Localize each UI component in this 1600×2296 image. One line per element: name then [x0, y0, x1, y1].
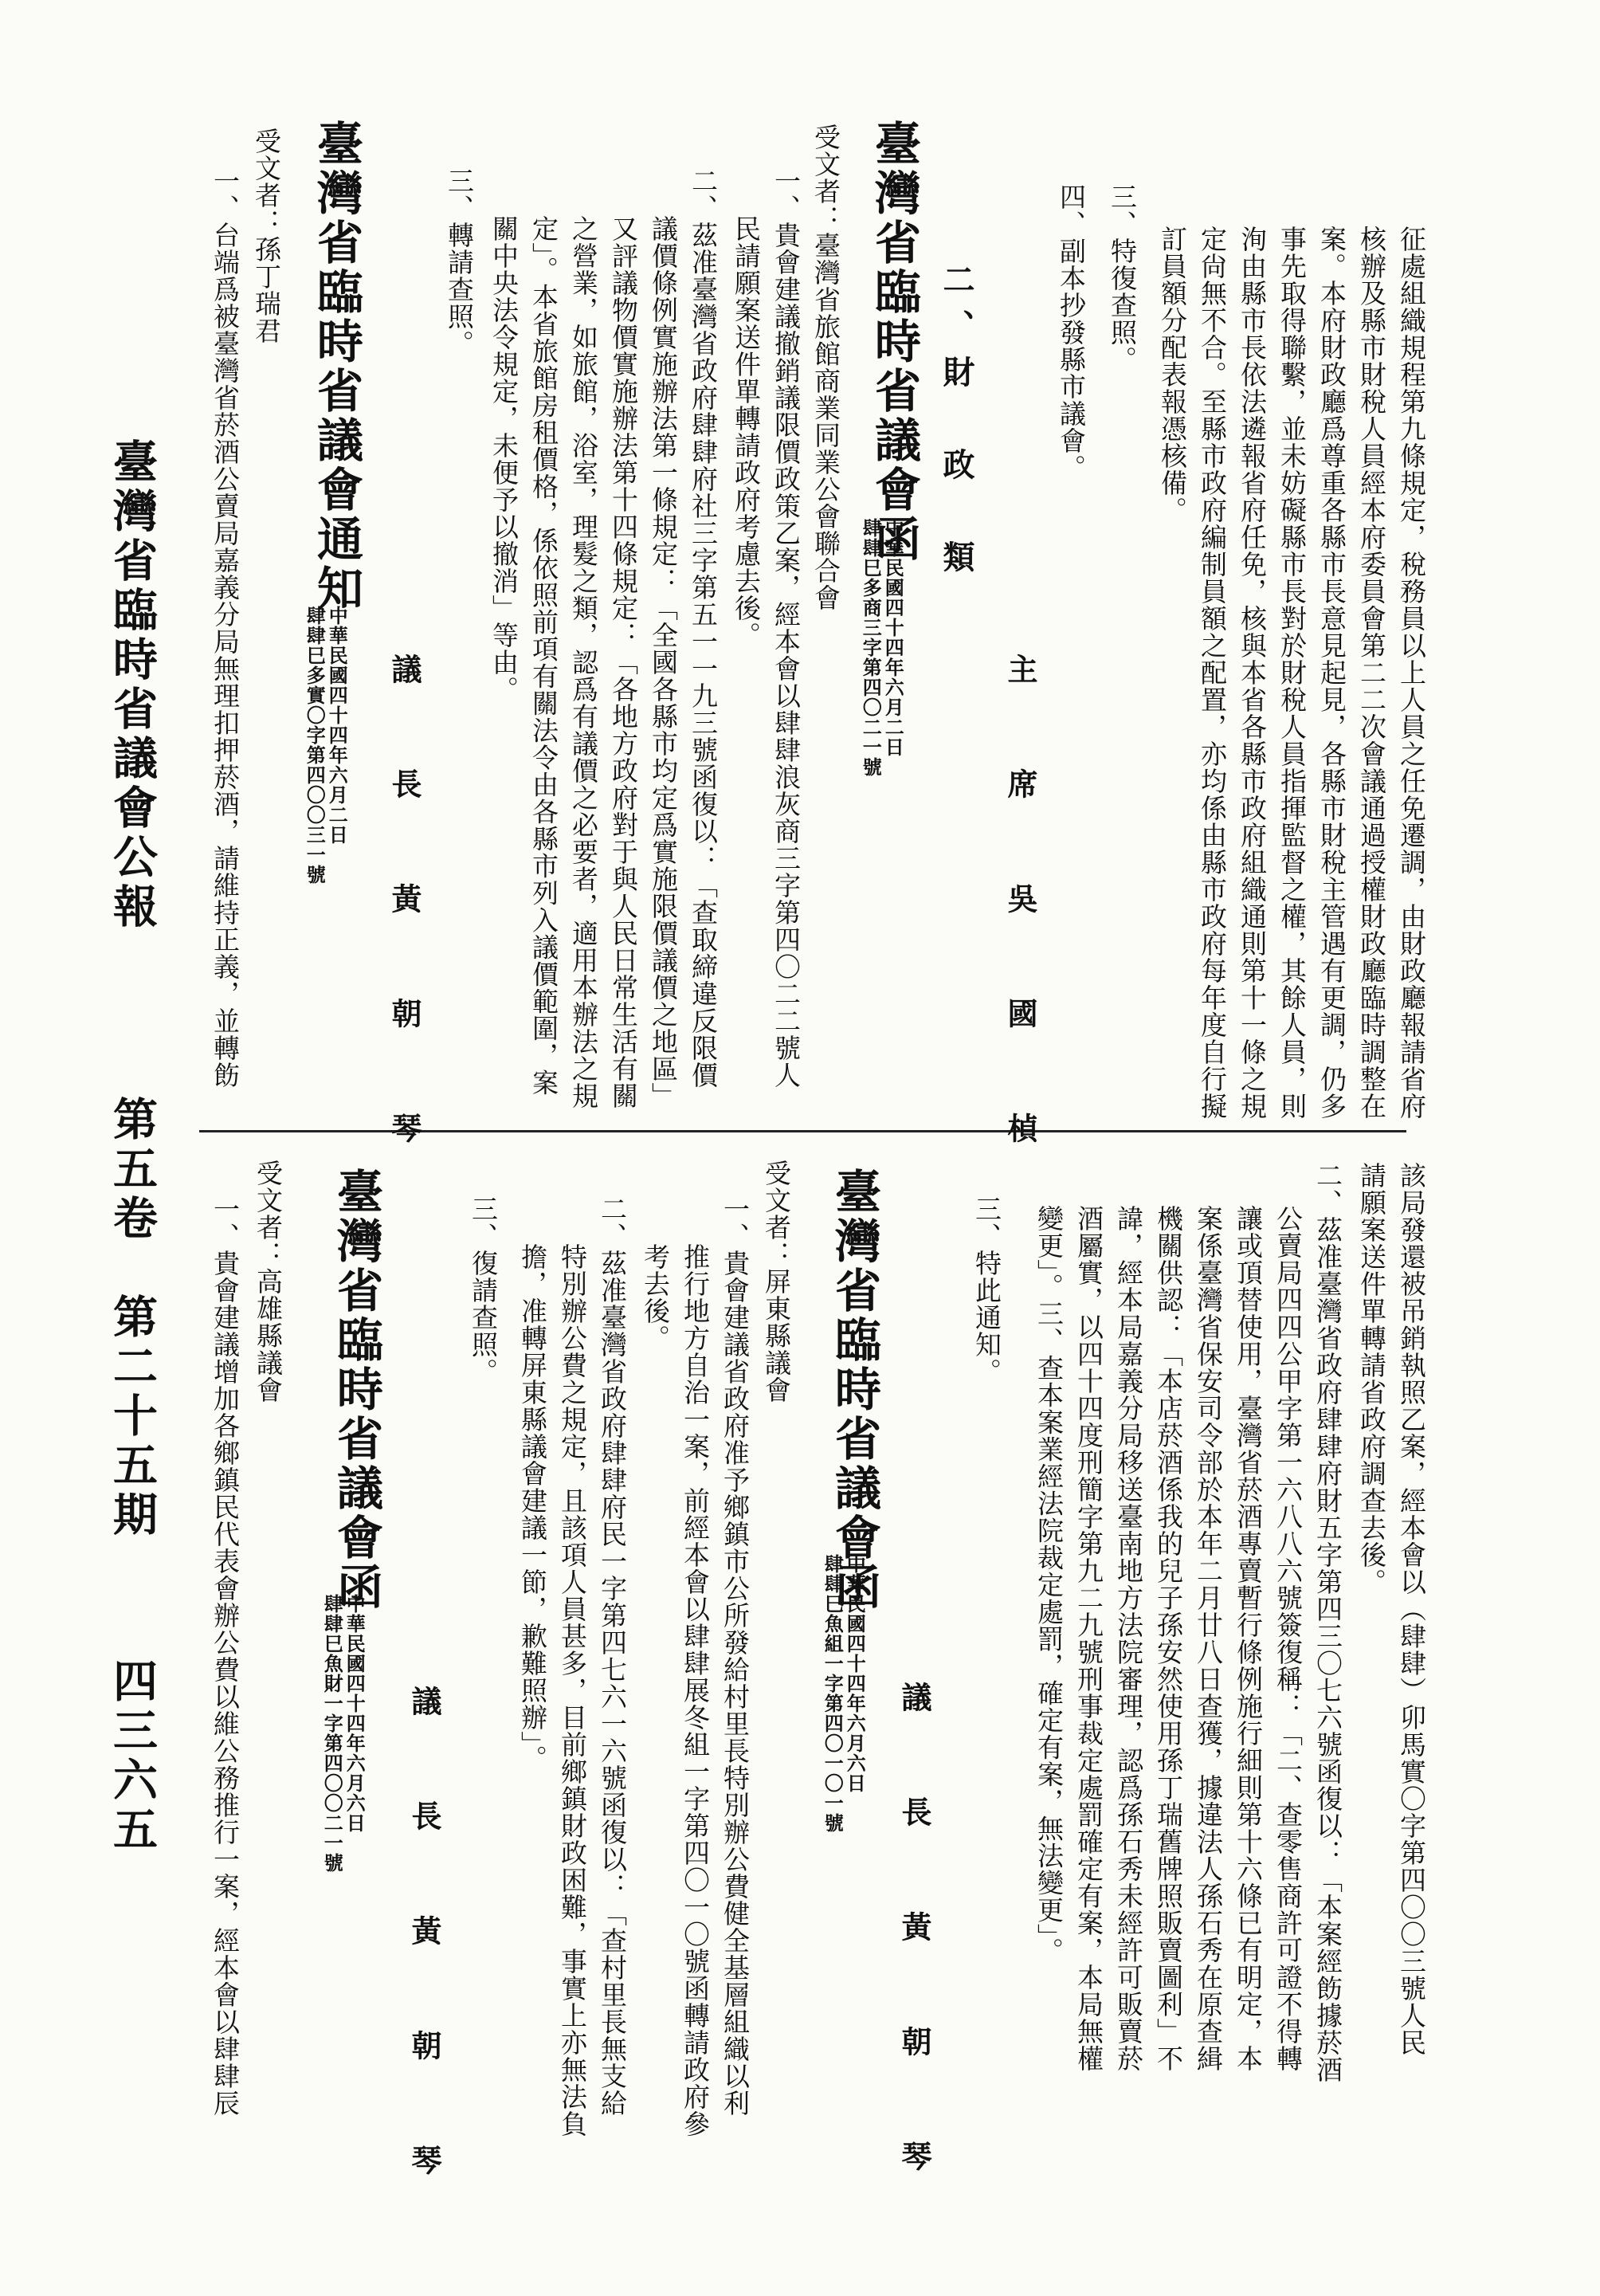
- doc-recipient: 受文者：孫丁瑞君: [251, 128, 282, 344]
- text-line: 考去後。: [640, 1243, 671, 1352]
- section-title: 二、財 政 類: [938, 263, 975, 587]
- doc-recipient: 受文者：臺灣省旅館商業同業公會聯合會: [810, 124, 841, 611]
- doc-date: 中華民國四十四年六月六日: [843, 1554, 867, 1793]
- text-line: 一、貴會建議撤銷議限價政策乙案，經本會以肆肆浪灰商三字第四〇二二號人: [771, 167, 802, 1089]
- text-line: 三、復請查照。: [468, 1195, 499, 1385]
- text-line: 該局發還被吊銷執照乙案，經本會以（肆肆）卯馬實〇字第四〇〇三號人民: [1396, 1162, 1427, 2056]
- signature-speaker: 議 長 黃 朝 琴: [406, 1686, 442, 2202]
- text-line: 核辦及縣市財稅人員經本府委員會第二二次會議通過授權財政廳臨時調整在: [1356, 226, 1387, 1120]
- text-line: 三、特此通知。: [971, 1195, 1002, 1385]
- text-line: 二、茲准臺灣省政府肆肆府財五字第四三〇七六號函復以：「本案經飭據菸酒: [1312, 1162, 1343, 2083]
- text-line: 定」。本省旅館房租價格，係依照前項有關法令由各縣市列入議價範圍，案: [528, 215, 559, 1097]
- text-line: 二、茲准臺灣省政府肆肆府民一字第四七六一六號函復以：「查村里長無支給: [597, 1195, 628, 2117]
- text-line: 擔，准轉屏東縣議會建議一節，歉難照辦」。: [517, 1243, 548, 1772]
- signature-speaker: 議 長 黃 朝 琴: [896, 1682, 932, 2198]
- text-line: 案。本府財政廳爲尊重各縣市長意見起見，各縣市財稅主管遇有更調，仍多: [1316, 226, 1347, 1120]
- text-line: 推行地方自治一案，前經本會以肆肆展冬組一字第四〇一〇號函轉請政府參: [680, 1243, 711, 2137]
- doc-recipient: 受文者：屏東縣議會: [761, 1160, 792, 1403]
- text-line: 民請願案送件單轉請政府考慮去後。: [731, 215, 762, 649]
- text-line: 關中央法令規定，未便予以撤消」等由。: [488, 215, 520, 703]
- doc-heading: 臺灣省臨時省議會通知: [309, 120, 363, 614]
- text-line: 征處組織規程第九條規定，稅務員以上人員之任免遷調，由財政廳報請省府: [1396, 226, 1427, 1120]
- text-line: 一、貴會建議省政府准予鄉鎮市公所發給村里長特別辦公費健全基層組織以利: [720, 1195, 751, 2117]
- text-line: 三、轉請查照。: [444, 167, 475, 357]
- signature-speaker: 議 長 黃 朝 琴: [386, 653, 422, 1170]
- text-line: 讓或頂替使用，臺灣省菸酒專賣暫行條例施行細則第十六條已有明定，本: [1233, 1205, 1264, 2072]
- text-line: 案係臺灣省保安司令部於本年二月廿八日查獲，據違法人孫石秀在原查緝: [1193, 1205, 1224, 2072]
- text-line: 諱，經本局嘉義分局移送臺南地方法院審理，認爲孫石秀未經許可販賣菸: [1113, 1205, 1144, 2072]
- list-item: 四、副本抄發縣市議會。: [1056, 183, 1087, 481]
- text-line: 特別辦公費之規定，且該項人員甚多，目前鄉鎮財政困難，事實上亦無法負: [557, 1243, 588, 2137]
- text-line: 洵由縣市長依法遴報省府任免，核與本省各縣市政府組織通則第十一條之規: [1237, 226, 1268, 1120]
- text-line: 一、台端爲被臺灣省菸酒公賣局嘉義分局無理扣押菸酒，請維持正義，並轉飭: [210, 167, 241, 1089]
- doc-recipient: 受文者：高雄縣議會: [253, 1160, 284, 1403]
- doc-heading: 臺灣省臨時省議會函: [827, 1168, 881, 1612]
- doc-reference: 肆肆巳魚財一字第四〇〇二一號: [320, 1594, 344, 1873]
- doc-reference: 肆肆巳多商三字第四〇二一號: [859, 518, 883, 777]
- text-line: 又評議物價實施辦法第十四條規定：「各地方政府對于與人民日常生活有關: [608, 215, 639, 1109]
- doc-heading: 臺灣省臨時省議會函: [329, 1168, 383, 1612]
- text-line: 公賣局四四公甲字第一六八八六號簽復稱：「二、查零售商許可證不得轉: [1273, 1205, 1304, 2072]
- text-line: 訂員額分配表報憑核備。: [1157, 226, 1188, 524]
- gazette-issue: 第五卷 第二十五期: [106, 1096, 159, 1540]
- doc-date: 中華民國四十四年六月六日: [343, 1594, 367, 1833]
- signature-governor: 主 席 吳 國 楨: [1002, 653, 1038, 1170]
- gazette-title: 臺灣省臨時省議會公報: [106, 438, 159, 932]
- section-divider: [199, 1130, 1406, 1132]
- doc-reference: 肆肆巳魚組一字第四〇一〇一號: [821, 1554, 845, 1833]
- text-line: 變更」。三、查本案業經法院裁定處罰，確定有案，無法變更」。: [1033, 1205, 1065, 1964]
- text-line: 酒屬實，以四十四度刑簡字第九二九號刑事裁定處罰確定有案，本局無權: [1073, 1205, 1104, 2072]
- text-line: 一、貴會建議增加各鄉鎮民代表會辦公費以維公務推行一案，經本會以肆肆辰: [210, 1195, 241, 2117]
- text-line: 請願案送件單轉請省政府調查去後。: [1356, 1162, 1387, 1595]
- text-line: 之營業，如旅館，浴室，理髮之類，認爲有議價之必要者，適用本辦法之規: [568, 215, 599, 1109]
- page-number: 四三六五: [106, 1658, 159, 1855]
- text-line: 二、茲准臺灣省政府肆肆府社三字第五一一九三號函復以：「查取締違反限價: [688, 167, 719, 1089]
- list-item: 三、特復查照。: [1107, 183, 1138, 373]
- text-line: 議價條例實施辦法第一條規定：「全國各縣市均定爲實施限價議價之地區」: [648, 215, 679, 1109]
- doc-date: 中華民國四十四年六月二日: [325, 606, 349, 845]
- doc-date: 中華民國四十四年六月二日: [881, 518, 905, 757]
- doc-heading: 臺灣省臨時省議會函: [867, 120, 921, 564]
- text-line: 定尙無不合。至縣市政府編制員額之配置，亦均係由縣市政府每年度自行擬: [1197, 226, 1228, 1120]
- text-line: 機關供認：「本店菸酒係我的兒子孫安然使用孫丁瑞舊牌照販賣圖利」不: [1153, 1205, 1184, 2072]
- text-line: 事先取得聯繫，並未妨礙縣市長對於財稅人員指揮監督之權，其餘人員，則: [1276, 226, 1308, 1120]
- doc-reference: 肆肆巳多實〇字第四〇〇三一號: [303, 606, 327, 885]
